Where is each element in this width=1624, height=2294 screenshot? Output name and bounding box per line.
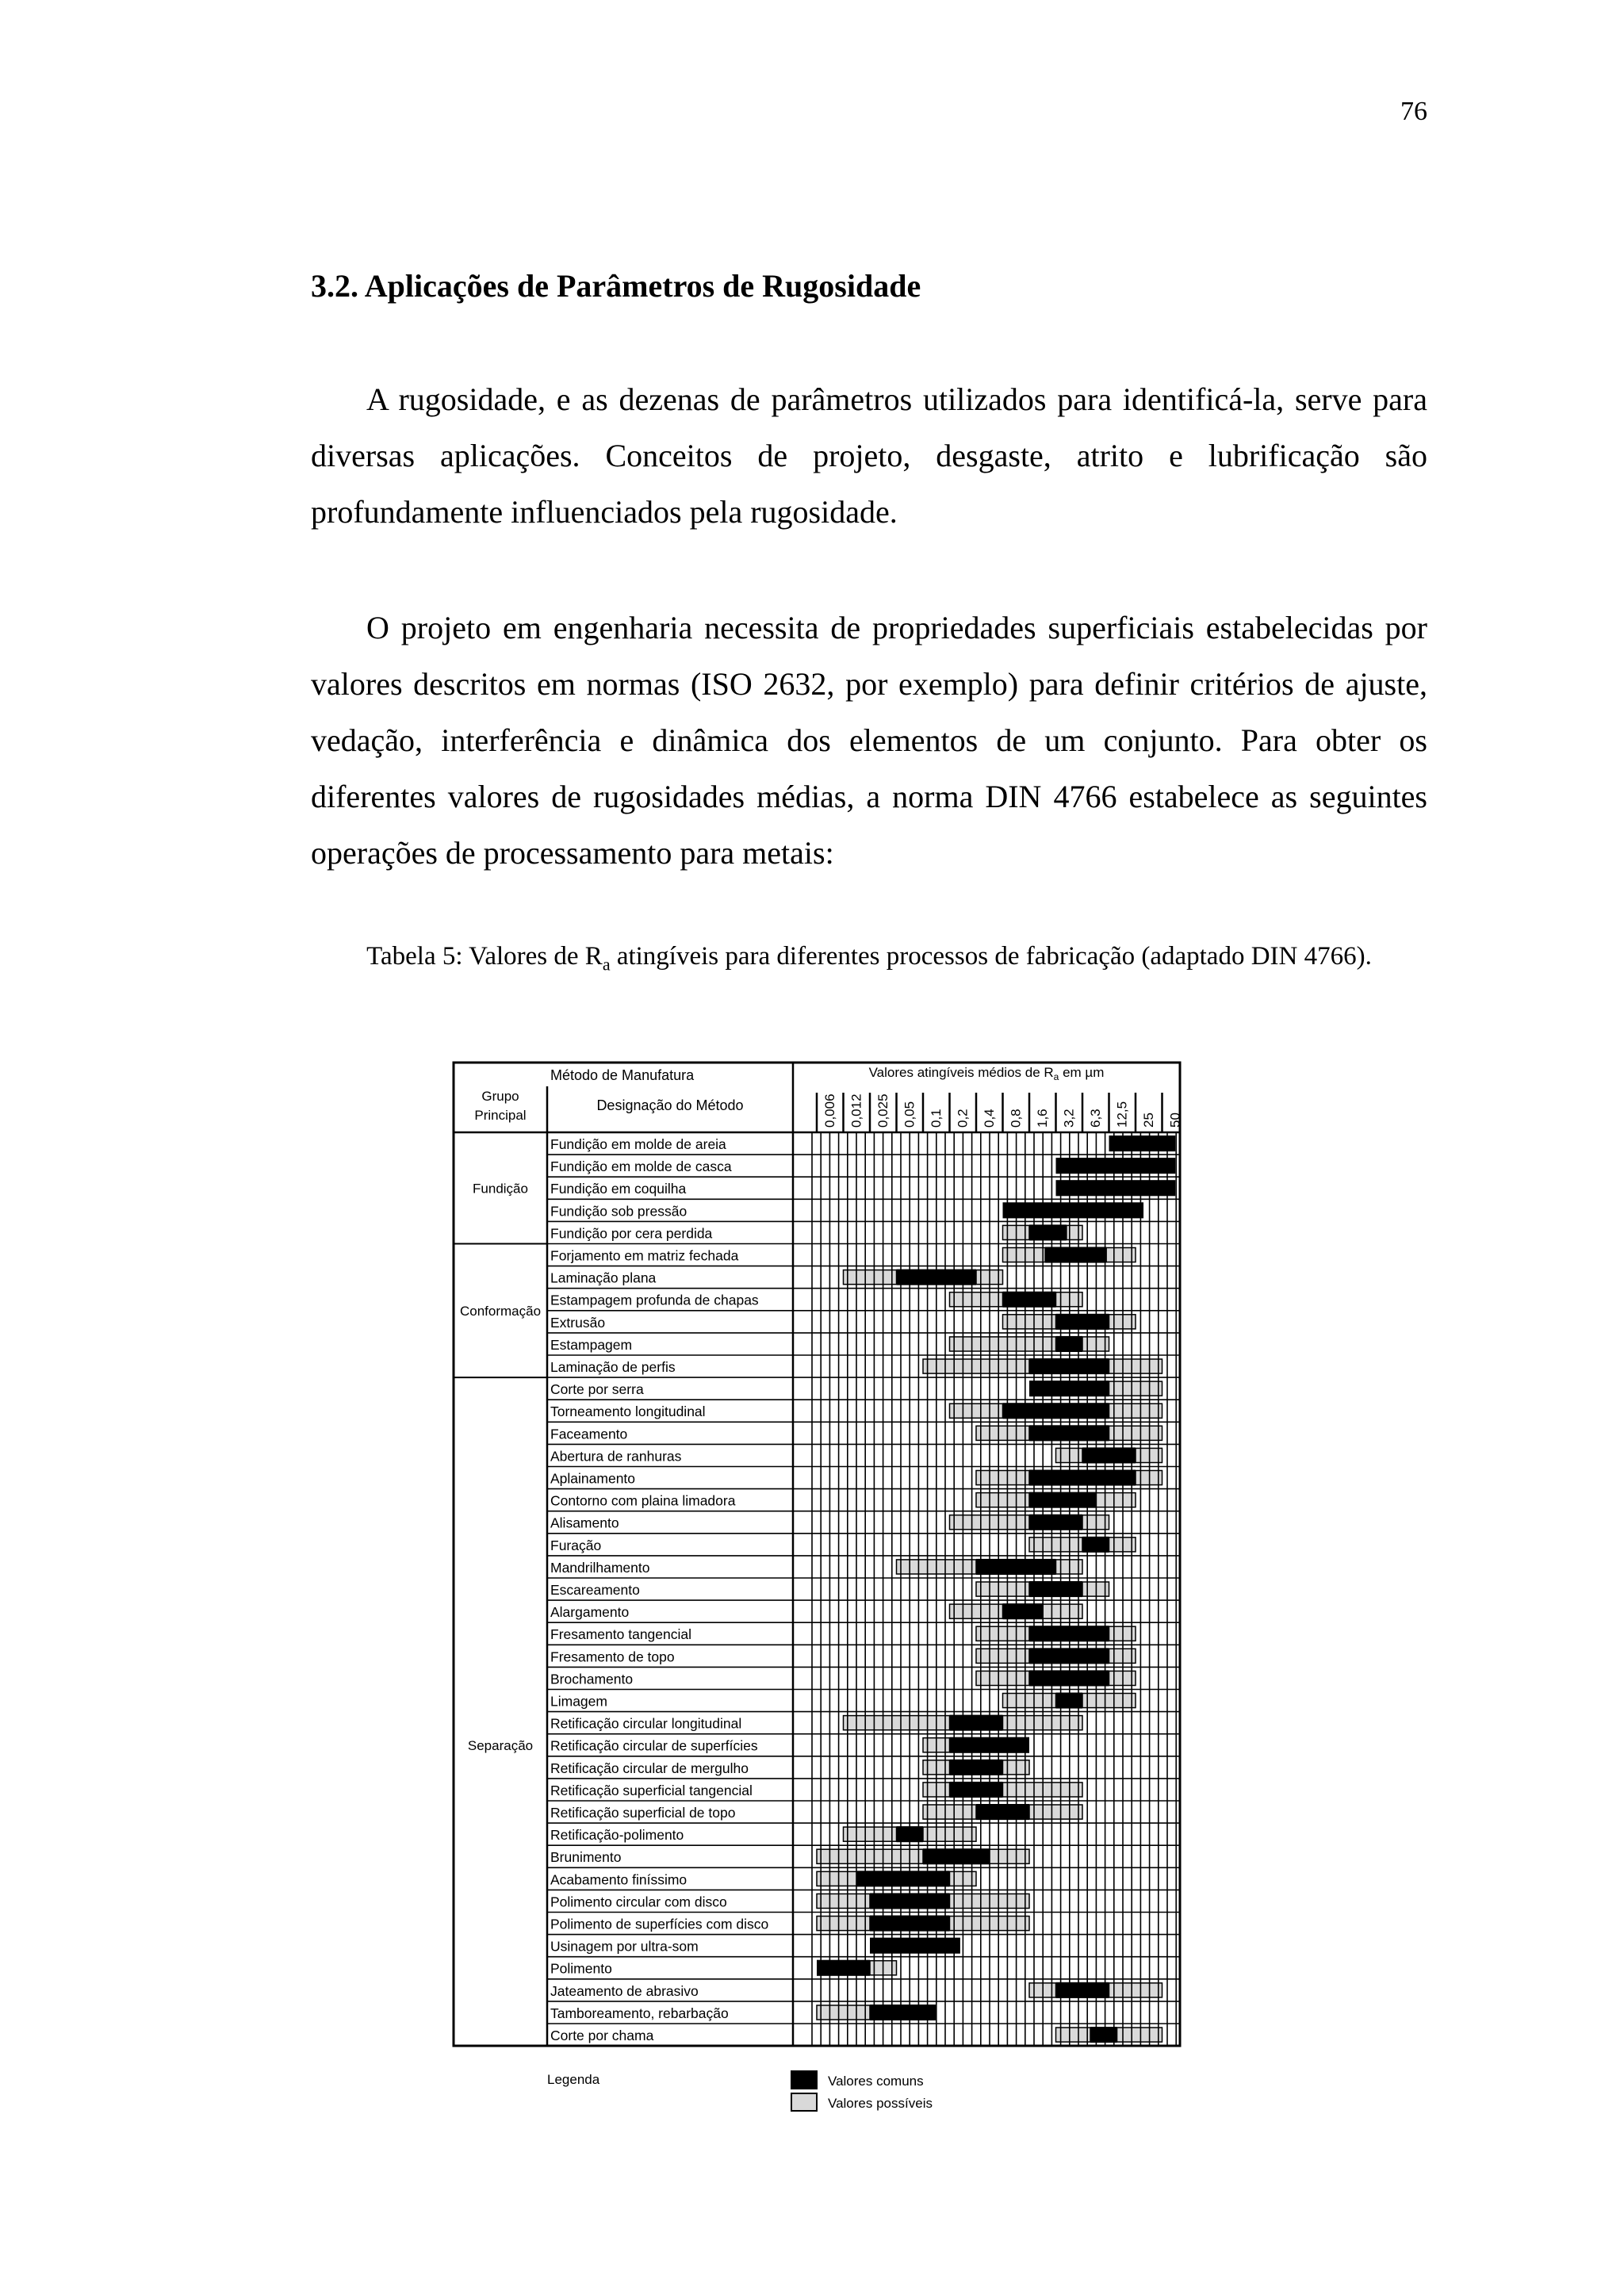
method-name: Fundição em coquilha <box>550 1181 687 1197</box>
method-name: Estampagem profunda de chapas <box>550 1292 759 1308</box>
bar-possible <box>1029 1805 1082 1819</box>
scale-tick-label: 0,4 <box>982 1109 997 1128</box>
method-name: Polimento <box>550 1960 612 1977</box>
bar-common <box>1003 1403 1109 1419</box>
scale-tick-label: 0,1 <box>929 1109 944 1128</box>
bar-possible <box>1003 1248 1046 1262</box>
bar-common <box>1029 1515 1082 1530</box>
bar-possible <box>1109 1426 1162 1440</box>
paragraph-2-text: O projeto em engenharia necessita de propriedades superficiais estabelecidas por valores descritos em normas (ISO 2632, por exemplo) para definir critérios de ajuste, vedação, interferência e dinâmica dos elementos de um conjunto. Para obter os diferentes valores de rugosidades médias, a norma DIN 4766 estabelece as seguintes operações de processamento para metais: <box>311 610 1427 871</box>
bar-possible <box>976 1626 1029 1641</box>
legend-possible-swatch <box>791 2093 817 2111</box>
scale-tick-label: 0,2 <box>955 1109 971 1128</box>
method-name: Retificação circular longitudinal <box>550 1715 742 1732</box>
caption-subscript: a <box>602 954 611 975</box>
method-name: Retificação superficial de topo <box>550 1805 736 1821</box>
bar-possible <box>976 1493 1029 1507</box>
page-number: 76 <box>1400 97 1427 126</box>
bar-possible <box>1109 1404 1162 1418</box>
bar-possible <box>1082 1694 1136 1708</box>
header-group: Grupo <box>481 1089 519 1104</box>
method-name: Retificação-polimento <box>550 1827 684 1844</box>
scale-tick-label: 25 <box>1141 1113 1156 1128</box>
bar-possible <box>923 1827 976 1841</box>
bar-possible <box>976 1426 1029 1440</box>
scale-tick-label: 12,5 <box>1114 1101 1130 1128</box>
bar-common <box>870 2005 936 2020</box>
method-name: Alargamento <box>550 1604 630 1621</box>
method-name: Mandrilhamento <box>550 1559 650 1576</box>
method-name: Forjamento em matriz fechada <box>550 1247 739 1264</box>
bar-possible <box>817 1849 923 1863</box>
bar-possible <box>950 1604 1003 1618</box>
legend-title: Legenda <box>547 2072 600 2087</box>
method-name: Alisamento <box>550 1515 619 1531</box>
method-name: Furação <box>550 1537 602 1553</box>
method-name: Fundição em molde de areia <box>550 1136 726 1152</box>
method-name: Torneamento longitudinal <box>550 1404 706 1420</box>
bar-possible <box>950 1404 1003 1418</box>
bar-possible <box>1029 1538 1082 1552</box>
method-name: Usinagem por ultra-som <box>550 1938 699 1955</box>
bar-common <box>976 1804 1029 1820</box>
bar-common <box>1003 1603 1043 1619</box>
method-name: Estampagem <box>550 1336 633 1353</box>
bar-common <box>1056 1158 1176 1174</box>
method-name: Fundição por cera perdida <box>550 1225 713 1242</box>
method-name: Limagem <box>550 1693 607 1710</box>
method-name: Corte por chama <box>550 2028 654 2043</box>
scale-tick-label: 0,012 <box>848 1093 864 1128</box>
bar-possible <box>1117 2028 1162 2042</box>
bar-possible <box>1109 1359 1162 1373</box>
method-name: Fresamento de topo <box>550 1649 675 1665</box>
method-name: Corte por serra <box>550 1381 644 1398</box>
scale-tick-label: 1,6 <box>1035 1109 1050 1128</box>
section-title: 3.2. Aplicações de Parâmetros de Rugosidade <box>311 268 921 304</box>
paragraph-1-text: A rugosidade, e as dezenas de parâmetros utilizados para identificá-la, serve para diversas aplicações. Conceitos de projeto, desgaste, atrito e lubrificação são profundamente influenciados pela rugosidade. <box>311 381 1427 530</box>
method-name: Jateamento de abrasivo <box>550 1982 699 1999</box>
bar-common <box>950 1715 1003 1731</box>
method-name: Polimento circular com disco <box>550 1894 727 1910</box>
header-group: Principal <box>474 1108 527 1123</box>
bar-common <box>1056 1982 1109 1998</box>
scale-tick-label: 3,2 <box>1061 1109 1077 1128</box>
bar-possible <box>817 1871 856 1886</box>
bar-common <box>1109 1136 1176 1151</box>
bar-common <box>1090 2027 1117 2043</box>
bar-common <box>817 1960 870 1976</box>
method-name: Fresamento tangencial <box>550 1626 692 1643</box>
method-name: Extrusão <box>550 1314 606 1331</box>
group-name: Conformação <box>459 1303 542 1319</box>
bar-common <box>1029 1581 1082 1597</box>
header-method: Método de Manufatura <box>550 1067 695 1083</box>
method-name: Brochamento <box>550 1671 634 1687</box>
bar-possible <box>923 1359 1029 1373</box>
method-name: Retificação circular de mergulho <box>550 1760 749 1776</box>
bar-common <box>1029 1492 1096 1508</box>
bar-possible <box>844 1270 897 1285</box>
bar-possible <box>817 1894 870 1908</box>
bar-possible <box>976 1582 1029 1596</box>
method-name: Contorno com plaina limadora <box>550 1492 736 1509</box>
scale-tick-label: 6,3 <box>1088 1109 1103 1128</box>
bar-common <box>923 1848 990 1864</box>
method-name: Retificação superficial tangencial <box>550 1782 753 1798</box>
bar-common <box>1029 1470 1136 1486</box>
scale-tick-label: 0,8 <box>1008 1109 1024 1128</box>
bar-common <box>1003 1292 1056 1308</box>
method-name: Abertura de ranhuras <box>550 1448 682 1465</box>
bar-possible <box>976 1471 1029 1485</box>
legend-common-swatch <box>791 2071 817 2089</box>
legend-possible-label: Valores possíveis <box>828 2096 933 2111</box>
scale-tick-label: 0,025 <box>875 1093 891 1128</box>
header-values: Valores atingíveis médios de $R_a$ em µm <box>868 1065 1105 1082</box>
bar-possible <box>817 1917 870 1931</box>
bar-possible <box>1109 1381 1162 1396</box>
bar-possible <box>1003 1315 1056 1329</box>
method-name: Tamboreamento, rebarbação <box>550 2005 729 2021</box>
bar-common <box>950 1760 1003 1775</box>
bar-possible <box>817 2005 870 2020</box>
group-name: Fundição <box>473 1181 528 1197</box>
caption-suffix: atingíveis para diferentes processos de fabricação (adaptado DIN 4766). <box>610 942 1372 971</box>
group-name: Separação <box>467 1737 534 1753</box>
method-name: Faceamento <box>550 1426 628 1442</box>
method-name: Brunimento <box>550 1849 622 1866</box>
bar-possible <box>976 1649 1029 1663</box>
header-designation: Designação do Método <box>596 1097 744 1113</box>
method-name: Polimento de superfícies com disco <box>550 1916 769 1932</box>
bar-common <box>1045 1247 1106 1263</box>
scale-tick-label: 0,05 <box>902 1101 917 1128</box>
method-name: Laminação de perfis <box>550 1359 676 1375</box>
method-name: Retificação circular de superfícies <box>550 1737 758 1754</box>
bar-possible <box>976 1671 1029 1685</box>
bar-possible <box>950 1293 1003 1307</box>
bar-common <box>1056 1314 1109 1330</box>
method-name: Acabamento finíssimo <box>550 1871 688 1888</box>
bar-possible <box>990 1849 1029 1863</box>
bar-common <box>856 1871 949 1886</box>
bar-common <box>1082 1447 1136 1463</box>
bar-possible <box>950 1337 1056 1351</box>
method-name: Aplainamento <box>550 1470 636 1487</box>
method-name: Fundição sob pressão <box>550 1203 688 1220</box>
bar-possible <box>1109 1983 1162 1997</box>
bar-common <box>1056 1180 1176 1196</box>
bar-possible <box>1096 1493 1136 1507</box>
method-name: Escareamento <box>550 1582 640 1598</box>
scale-tick-label: 50 <box>1167 1113 1183 1128</box>
legend-common-label: Valores comuns <box>828 2074 924 2089</box>
bar-possible <box>923 1805 976 1819</box>
bar-possible <box>1003 1694 1056 1708</box>
scale-tick-label: 0,006 <box>822 1093 837 1128</box>
bar-possible <box>1067 1225 1082 1239</box>
bar-possible <box>844 1827 897 1841</box>
method-name: Laminação plana <box>550 1270 657 1286</box>
bar-common <box>950 1782 1003 1798</box>
bar-possible <box>844 1716 950 1730</box>
method-name: Fundição em molde de casca <box>550 1158 732 1175</box>
caption-prefix: Tabela 5: Valores de R <box>366 942 603 971</box>
bar-possible <box>1043 1604 1082 1618</box>
